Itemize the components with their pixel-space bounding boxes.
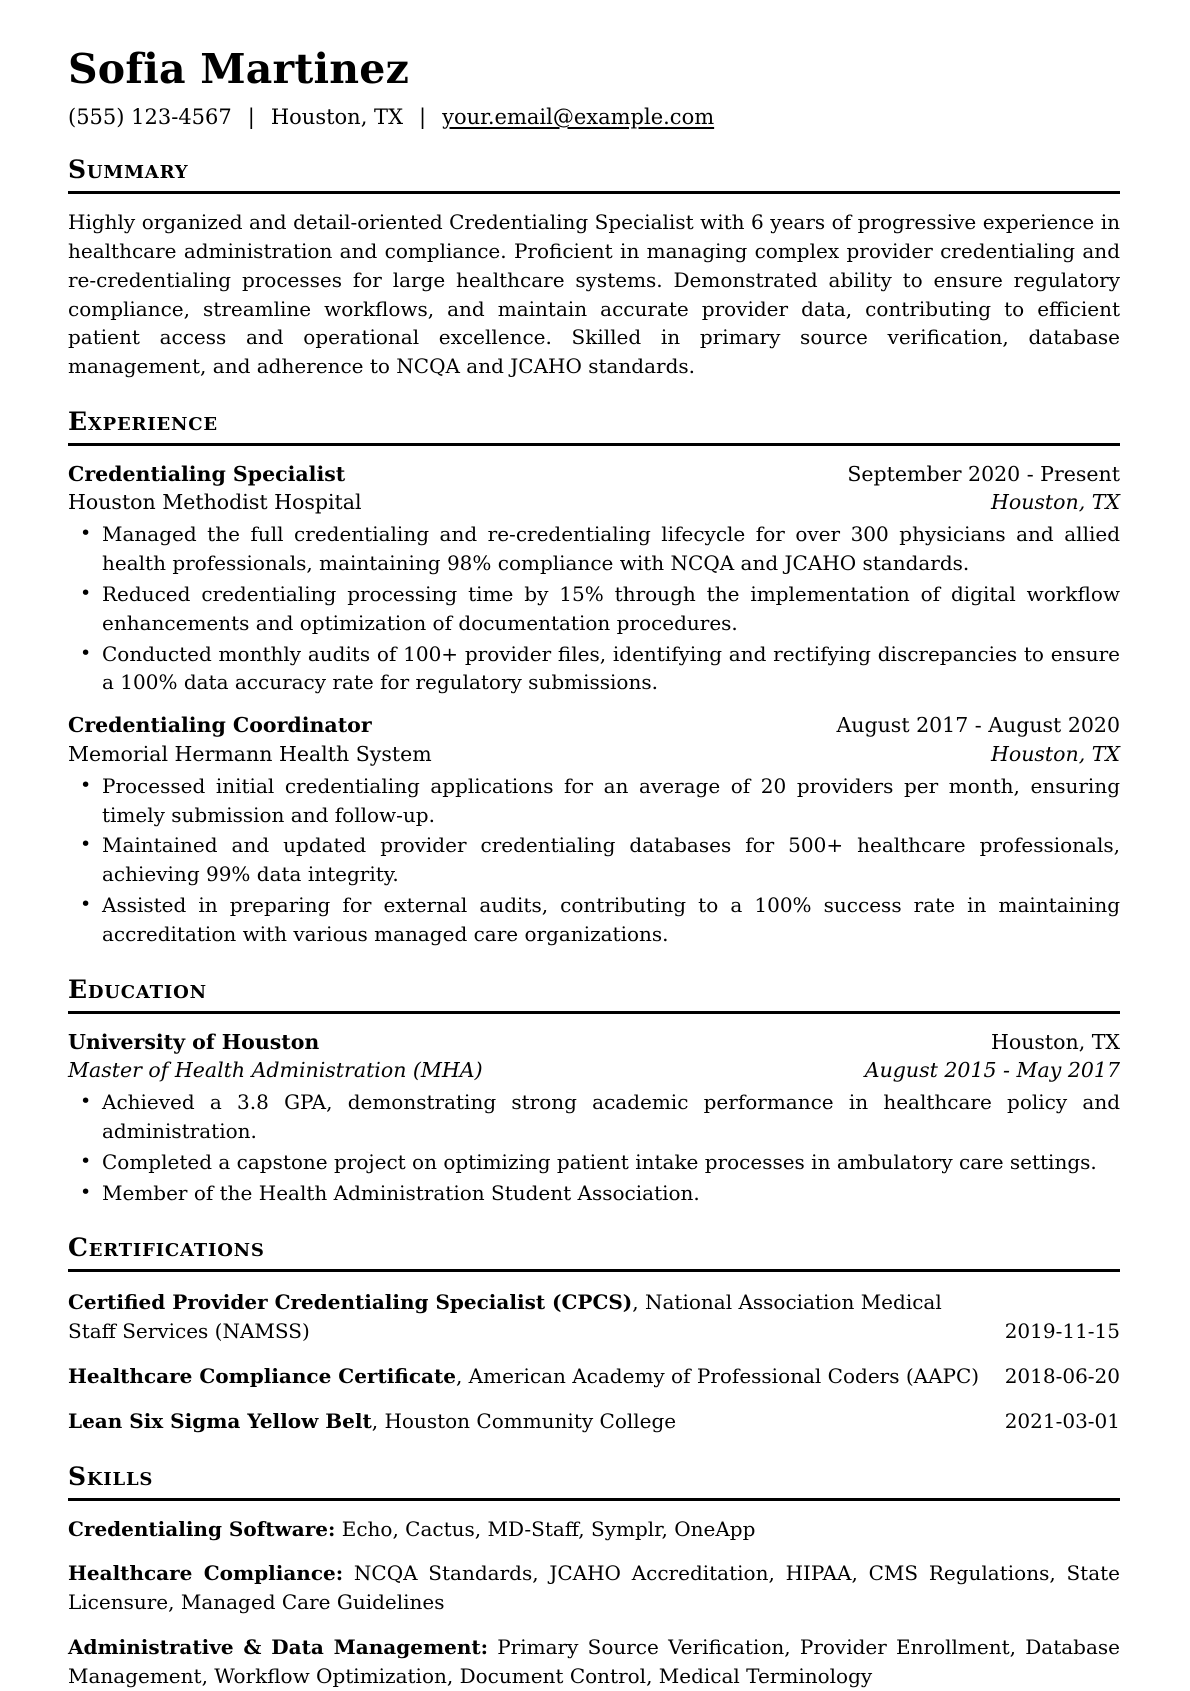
skill-values: Echo, Cactus, MD-Staff, Symplr, OneApp bbox=[335, 1516, 756, 1541]
skill-line bbox=[68, 1559, 1120, 1617]
job-dates: September 2020 - Present bbox=[847, 461, 1120, 486]
education-entry bbox=[68, 1028, 1120, 1208]
certification-entry bbox=[68, 1407, 1120, 1436]
experience-entry bbox=[68, 711, 1120, 948]
certification-date: 2019-11-15 bbox=[1004, 1319, 1120, 1344]
experience-section-title: Experience bbox=[68, 407, 1120, 446]
skill-values: Primary Source Verification, Provider Enrollment, Database Management, Workflow Optimization, Document Control, Medical Terminology bbox=[68, 1634, 1120, 1688]
experience-title-row bbox=[68, 460, 1120, 488]
summary-section-title: Summary bbox=[68, 155, 1120, 194]
skill-values: NCQA Standards, JCAHO Accreditation, HIPAA, CMS Regulations, State Licensure, Managed Care Guidelines bbox=[68, 1561, 1121, 1615]
certification-issuer: , Houston Community College bbox=[371, 1408, 677, 1433]
section-summary bbox=[68, 155, 1120, 381]
job-location: Houston, TX bbox=[990, 490, 1120, 515]
job-bullet: • Reduced credentialing processing time by 15% through the implementation of digital workflow enhancements and optimization of documentation procedures. bbox=[68, 580, 1120, 638]
skill-category-label: Healthcare Compliance: bbox=[68, 1561, 344, 1586]
education-bullet: • Member of the Health Administration Student Association. bbox=[68, 1179, 1120, 1208]
certification-name: Lean Six Sigma Yellow Belt bbox=[68, 1408, 372, 1433]
contact-line bbox=[68, 105, 1120, 129]
job-bullet: • Processed initial credentialing applications for an average of 20 providers per month, ensuring timely submission and follow-up. bbox=[68, 772, 1120, 830]
skill-category-label: Credentialing Software: bbox=[68, 1516, 336, 1541]
phone-number: (555) 123-4567 bbox=[68, 105, 232, 130]
contact-separator: | bbox=[247, 105, 255, 130]
certification-issuer: , National Association Medical Staff Services (NAMSS) bbox=[68, 1290, 942, 1344]
certification-entry bbox=[68, 1288, 1120, 1346]
certification-date: 2021-03-01 bbox=[1004, 1408, 1120, 1433]
certification-entry bbox=[68, 1362, 1120, 1391]
certifications-section-title: Certifications bbox=[68, 1233, 1120, 1272]
job-role: Credentialing Coordinator bbox=[68, 713, 372, 738]
certification-text bbox=[68, 1362, 1005, 1391]
email-link[interactable]: your.email@example.com bbox=[442, 105, 715, 130]
job-bullet-list bbox=[68, 772, 1120, 949]
experience-entry bbox=[68, 460, 1120, 697]
contact-separator: | bbox=[419, 105, 427, 130]
skill-line bbox=[68, 1515, 1120, 1544]
skill-line bbox=[68, 1633, 1120, 1691]
summary-text: Highly organized and detail-oriented Credentialing Specialist with 6 years of progressive experience in healthcare administration and compliance. Proficient in managing complex provider credentialing and re-credentialing processes for large healthcare systems. Demonstrated ability to ensure regulatory compliance, streamline workflows, and maintain accurate provider data, contributing to efficient patient access and operational excellence. Skilled in primary source verification, database management, and adherence to NCQA and JCAHO standards. bbox=[68, 210, 1120, 379]
job-location: Houston, TX bbox=[990, 741, 1120, 766]
education-bullet-list bbox=[68, 1088, 1120, 1207]
job-company: Memorial Hermann Health System bbox=[68, 741, 432, 766]
education-bullet: • Completed a capstone project on optimizing patient intake processes in ambulatory care settings. bbox=[68, 1148, 1120, 1177]
certification-text bbox=[68, 1407, 1005, 1436]
job-bullet: • Managed the full credentialing and re-credentialing lifecycle for over 300 physicians and allied health professionals, maintaining 98% compliance with NCQA and JCAHO standards. bbox=[68, 520, 1120, 578]
candidate-name: Sofia Martinez bbox=[68, 45, 410, 93]
job-role: Credentialing Specialist bbox=[68, 461, 346, 486]
section-experience bbox=[68, 407, 1120, 949]
section-certifications bbox=[68, 1233, 1120, 1435]
certification-name: Certified Provider Credentialing Specialist (CPCS) bbox=[68, 1290, 633, 1315]
job-bullet: • Assisted in preparing for external audits, contributing to a 100% success rate in maintaining accreditation with various managed care organizations. bbox=[68, 891, 1120, 949]
education-title-row bbox=[68, 1028, 1120, 1056]
education-subtitle-row bbox=[68, 1056, 1120, 1084]
location-text: Houston, TX bbox=[270, 105, 404, 130]
job-bullet: • Maintained and updated provider credentialing databases for 500+ healthcare professionals, achieving 99% data integrity. bbox=[68, 831, 1120, 889]
experience-subtitle-row bbox=[68, 488, 1120, 516]
education-bullet: • Achieved a 3.8 GPA, demonstrating strong academic performance in healthcare policy and administration. bbox=[68, 1088, 1120, 1146]
job-bullet: • Conducted monthly audits of 100+ provider files, identifying and rectifying discrepancies to ensure a 100% data accuracy rate for regulatory submissions. bbox=[68, 640, 1120, 698]
certification-text bbox=[68, 1288, 1005, 1346]
experience-title-row bbox=[68, 711, 1120, 739]
job-bullet-list bbox=[68, 520, 1120, 697]
certification-name: Healthcare Compliance Certificate bbox=[68, 1363, 456, 1388]
certification-issuer: , American Academy of Professional Coders (AAPC) bbox=[455, 1363, 980, 1388]
school-name: University of Houston bbox=[68, 1029, 320, 1054]
section-skills bbox=[68, 1462, 1120, 1691]
school-location: Houston, TX bbox=[990, 1029, 1120, 1054]
skills-section-title: Skills bbox=[68, 1462, 1120, 1501]
job-dates: August 2017 - August 2020 bbox=[836, 713, 1120, 738]
education-dates: August 2015 - May 2017 bbox=[864, 1057, 1120, 1082]
education-section-title: Education bbox=[68, 975, 1120, 1014]
certification-date: 2018-06-20 bbox=[1004, 1363, 1120, 1388]
experience-subtitle-row bbox=[68, 740, 1120, 768]
degree-name: Master of Health Administration (MHA) bbox=[68, 1057, 483, 1082]
section-education bbox=[68, 975, 1120, 1208]
job-company: Houston Methodist Hospital bbox=[68, 490, 362, 515]
skill-category-label: Administrative & Data Management: bbox=[68, 1634, 488, 1659]
